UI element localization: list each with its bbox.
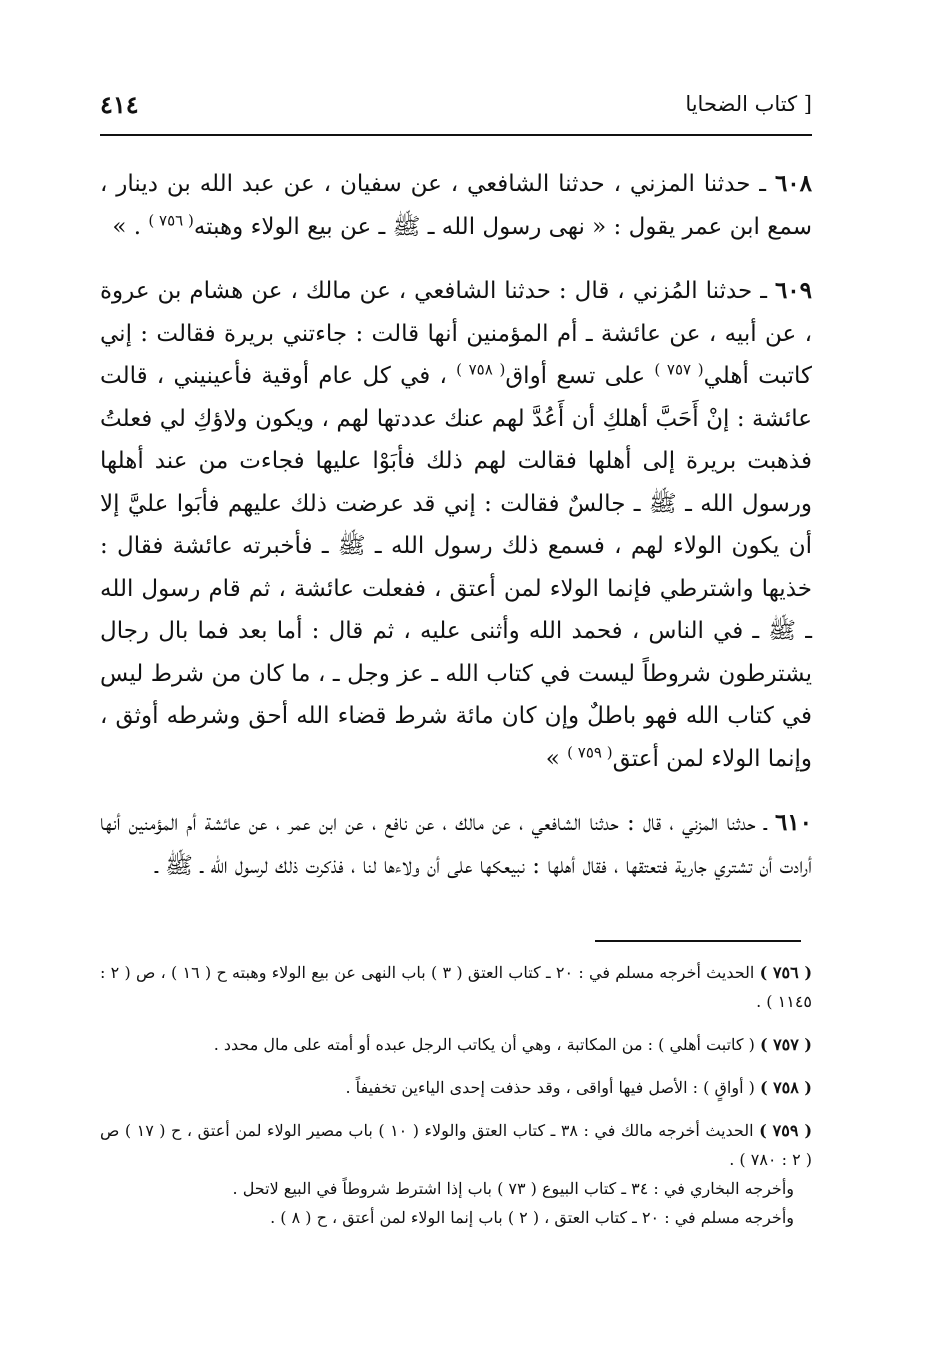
- hadith-609: [100, 270, 812, 780]
- hadith-number: ٦٠٨: [774, 170, 812, 197]
- header-rule: [100, 134, 812, 136]
- footnote-text: ( كاتبت أهلي ) : من المكاتبة ، وهي أن يكاتب الرجل عبده أو أمته على مال محدد .: [213, 1035, 760, 1054]
- footnote-759-muslim: وأخرجه مسلم في : ٢٠ ـ كتاب العتق ، ( ٢ ) باب إنما الولاء لمن أعتق ، ح ( ٨ ) .: [270, 1208, 794, 1227]
- footnote-ref-758[interactable]: ( ٧٥٨ ): [456, 360, 506, 379]
- running-header: [100, 92, 812, 126]
- hadith-608: [100, 163, 812, 248]
- hadith-number: ٦١٠: [774, 809, 812, 836]
- hadith-text: ـ حدثنا المُزني ، قال : حدثنا الشافعي ، عن مالك ، عن هشام بن عروة ، عن أبيه ، عن عائشة ـ أم المؤمنين أنها قالت : جاءتني بريرة فقالت : إني كاتبت أهلي: [100, 278, 813, 389]
- hadith-text: ـ حدثنا المزني ، حدثنا الشافعي ، عن سفيان ، عن عبد الله بن دينار ، سمع ابن عمر يقول : « نهى رسول الله ـ ﷺ ـ عن بيع الولاء وهبته: [100, 171, 812, 240]
- footnotes: [100, 958, 812, 1232]
- footnote-number: ( ٧٥٨ ): [759, 1078, 812, 1097]
- footnote-separator: [595, 940, 801, 942]
- main-text: [100, 163, 812, 909]
- footnote-ref-759[interactable]: ( ٧٥٩ ): [567, 742, 613, 761]
- footnote-number: ( ٧٥٦ ): [759, 963, 813, 982]
- hadith-text-end: . »: [112, 213, 149, 240]
- footnote-759: [100, 1116, 812, 1174]
- footnote-758: [100, 1073, 812, 1102]
- hadith-text-3: ، في كل عام أوقية فأعينيني ، قالت عائشة : إنْ أَحَبَّ أهلكِ أن أَعُدَّ لهم عنك عددتها لهم ، ويكون ولاؤكِ لي فعلتُ فذهبت بريرة إلى أهلها فقالت لهم ذلك فأبَوْا عليها فجاءت من عند أهلها ورسول الله ـ ﷺ ـ جالسٌ فقالت : إني قد عرضت ذلك عليهم فأبَوا عليَّ إلا أن يكون الولاء لهم ، فسمع ذلك رسول الله ـ ﷺ ـ فأخبرته عائشة فقال : خذيها واشترطي فإنما الولاء لمن أعتق ، ففعلت عائشة ، ثم قام رسول الله ـ ﷺ ـ في الناس ، فحمد الله وأثنى عليه ، ثم قال : أما بعد فما بال رجال يشترطون شروطاً ليست في كتاب الله ـ عز وجل ـ ، ما كان من شرط ليس في كتاب الله فهو باطلٌ وإن كان مائة شرط قضاء الله أحق وشرطه أوثق ، وإنما الولاء لمن أعتق: [100, 363, 812, 772]
- hadith-text: ـ حدثنا المزني ، قال : حدثنا الشافعي ، عن مالك ، عن نافع ، عن ابن عمر ، عن عائشة أم المؤمنين أنها أرادت أن تشتري جارية فتعتقها ، فقال أهلها : نبيعكها على أن ولاءها لنا ، فذكرت ذلك لرسول الله ـ ﷺ ـ: [100, 810, 812, 879]
- page-number: ٤١٤: [100, 90, 139, 119]
- footnote-text: الحديث أخرجه مالك في : ٣٨ ـ كتاب العتق والولاء ( ١٠ ) باب مصير الولاء لمن أعتق ، ح ( ١٧ ) ص ( ٢ : ٧٨٠ ) .: [100, 1121, 812, 1169]
- footnote-757: [100, 1030, 812, 1059]
- hadith-text-2: على تسع أواق: [505, 363, 655, 389]
- hadith-text-end: »: [545, 745, 568, 772]
- chapter-title: [ كتاب الضحايا: [685, 92, 812, 116]
- footnote-ref-757[interactable]: ( ٧٥٧ ): [654, 360, 704, 379]
- footnote-759-bukhari: وأخرجه البخاري في : ٣٤ ـ كتاب البيوع ( ٧٣ ) باب إذا اشترط شروطاً في البيع لاتحل .: [232, 1179, 794, 1198]
- footnote-number: ( ٧٥٩ ): [759, 1121, 813, 1140]
- hadith-number: ٦٠٩: [774, 277, 812, 304]
- footnote-number: ( ٧٥٧ ): [759, 1035, 812, 1054]
- hadith-610: [100, 802, 812, 887]
- footnote-text: ( أواقٍ ) : الأصل فيها أواقى ، وقد حذفت إحدى الياءين تخفيفاً .: [345, 1078, 760, 1097]
- footnote-ref-756[interactable]: ( ٧٥٦ ): [148, 210, 194, 229]
- footnote-text: الحديث أخرجه مسلم في : ٢٠ ـ كتاب العتق ( ٣ ) باب النهى عن بيع الولاء وهبته ح ( ١٦ ) ، ص ( ٢ : ١١٤٥ ) .: [100, 963, 812, 1011]
- footnote-756: [100, 958, 812, 1016]
